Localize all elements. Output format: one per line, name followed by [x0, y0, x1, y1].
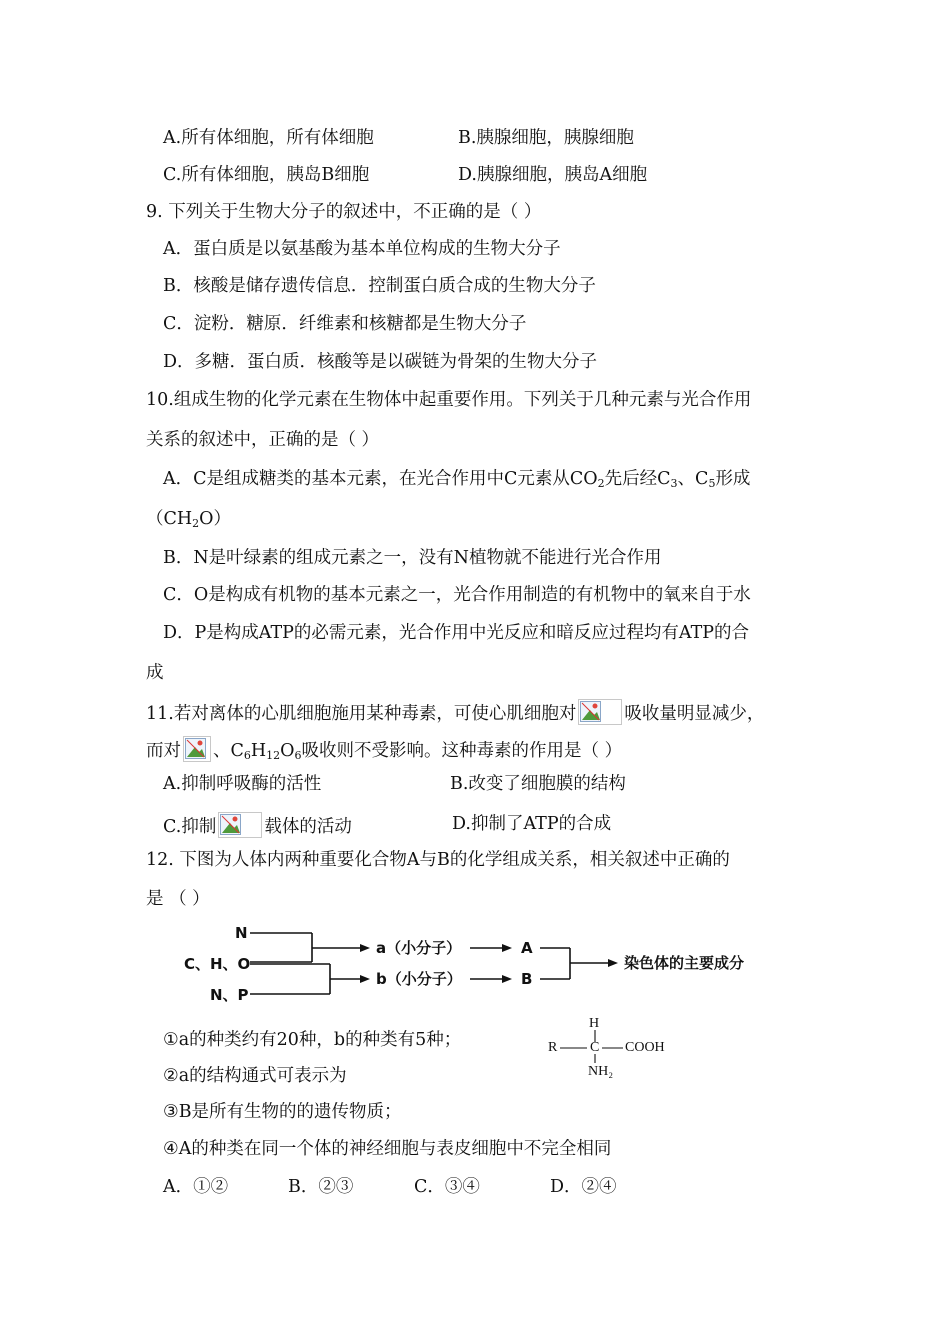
q12-option-c: C．③④	[414, 1177, 480, 1197]
element-cho-label: C、H、O	[184, 955, 251, 973]
q9-option-a: A．蛋白质是以氨基酸为基本单位构成的生物大分子	[163, 239, 561, 259]
compound-b-label: B	[521, 970, 533, 988]
formula-nh2: NH₂	[588, 1064, 614, 1079]
q10-option-c: C．O是构成有机物的基本元素之一，光合作用制造的有机物中的氧来自于水	[163, 585, 751, 605]
small-molecule-a-label: a（小分子）	[376, 939, 462, 957]
q8-option-d: D.胰腺细胞，胰岛A细胞	[458, 165, 648, 185]
formula-r: R	[548, 1040, 558, 1055]
q12-option-d: D．②④	[550, 1177, 617, 1197]
q10-option-d-line2: 成	[146, 663, 164, 683]
broken-image-icon	[183, 736, 211, 762]
q12-statement-4: ④A的种类在同一个体的神经细胞与表皮细胞中不完全相同	[163, 1139, 612, 1159]
q12-option-a: A．①②	[163, 1177, 229, 1197]
q11-option-a: A.抑制呼吸酶的活性	[163, 774, 322, 794]
element-np-label: N、P	[210, 986, 249, 1004]
composition-diagram	[180, 920, 780, 1004]
q12-statement-1: ①a的种类约有20种，b的种类有5种；	[163, 1030, 462, 1050]
q10-option-d-line1: D．P是构成ATP的必需元素，光合作用中光反应和暗反应过程均有ATP的合	[163, 623, 750, 643]
q11-option-d: D.抑制了ATP的合成	[452, 814, 612, 834]
q8-option-b: B.胰腺细胞，胰腺细胞	[458, 128, 634, 148]
formula-h: H	[589, 1016, 600, 1031]
q8-option-c: C.所有体细胞，胰岛B细胞	[163, 165, 370, 185]
q9-option-b: B．核酸是储存遗传信息．控制蛋白质合成的生物大分子	[163, 276, 596, 296]
q12-statement-2: ②a的结构通式可表示为	[163, 1066, 347, 1086]
q12-stem-line1: 12. 下图为人体内两种重要化合物A与B的化学组成关系，相关叙述中正确的	[146, 850, 730, 870]
q12-stem-line2: 是 （ ）	[146, 889, 210, 909]
q9-option-d: D．多糖．蛋白质．核酸等是以碳链为骨架的生物大分子	[163, 352, 598, 372]
q9-option-c: C．淀粉．糖原．纤维素和核糖都是生物大分子	[163, 314, 527, 334]
q10-option-a-line2: $(CH_2O)$	[146, 509, 232, 530]
q12-statement-3: ③B是所有生物的的遗传物质；	[163, 1102, 402, 1122]
formula-cooh: COOH	[625, 1040, 665, 1055]
q12-option-b: B．②③	[288, 1177, 354, 1197]
broken-image-icon	[578, 699, 622, 725]
broken-image-icon	[218, 812, 262, 838]
formula-c: C	[590, 1040, 600, 1055]
compound-a-label: A	[521, 939, 533, 957]
q10-option-a-line1: A．C是组成糖类的基本元素，在光合作用中C元素从$CO_2$先后经$C_3$、$C_5$形成	[163, 469, 751, 490]
q10-stem-line1: 10.组成生物的化学元素在生物体中起重要作用。下列关于几种元素与光合作用	[146, 390, 752, 410]
small-molecule-b-label: b（小分子）	[376, 970, 462, 988]
q10-stem-line2: 关系的叙述中，正确的是（ ）	[146, 430, 380, 450]
chromosome-component-label: 染色体的主要成分	[624, 954, 745, 972]
q10-option-b: B．N是叶绿素的组成元素之一，没有N植物就不能进行光合作用	[163, 548, 662, 568]
q9-stem: 9. 下列关于生物大分子的叙述中，不正确的是（ ）	[146, 202, 542, 222]
q11-option-b: B.改变了细胞膜的结构	[450, 774, 626, 794]
q8-option-a: A.所有体细胞，所有体细胞	[163, 128, 374, 148]
element-n-label: N	[235, 924, 248, 942]
q11-stem-line2: 而对 、$C_6H_{12}O_6$吸收则不受影响。这种毒素的作用是（ ）	[146, 736, 622, 763]
amino-acid-formula	[540, 1014, 670, 1084]
q11-stem-line1: 11.若对离体的心肌细胞施用某种毒素，可使心肌细胞对 吸收量明显减少，	[146, 699, 764, 726]
q11-option-c: C.抑制 载体的活动	[163, 812, 352, 839]
